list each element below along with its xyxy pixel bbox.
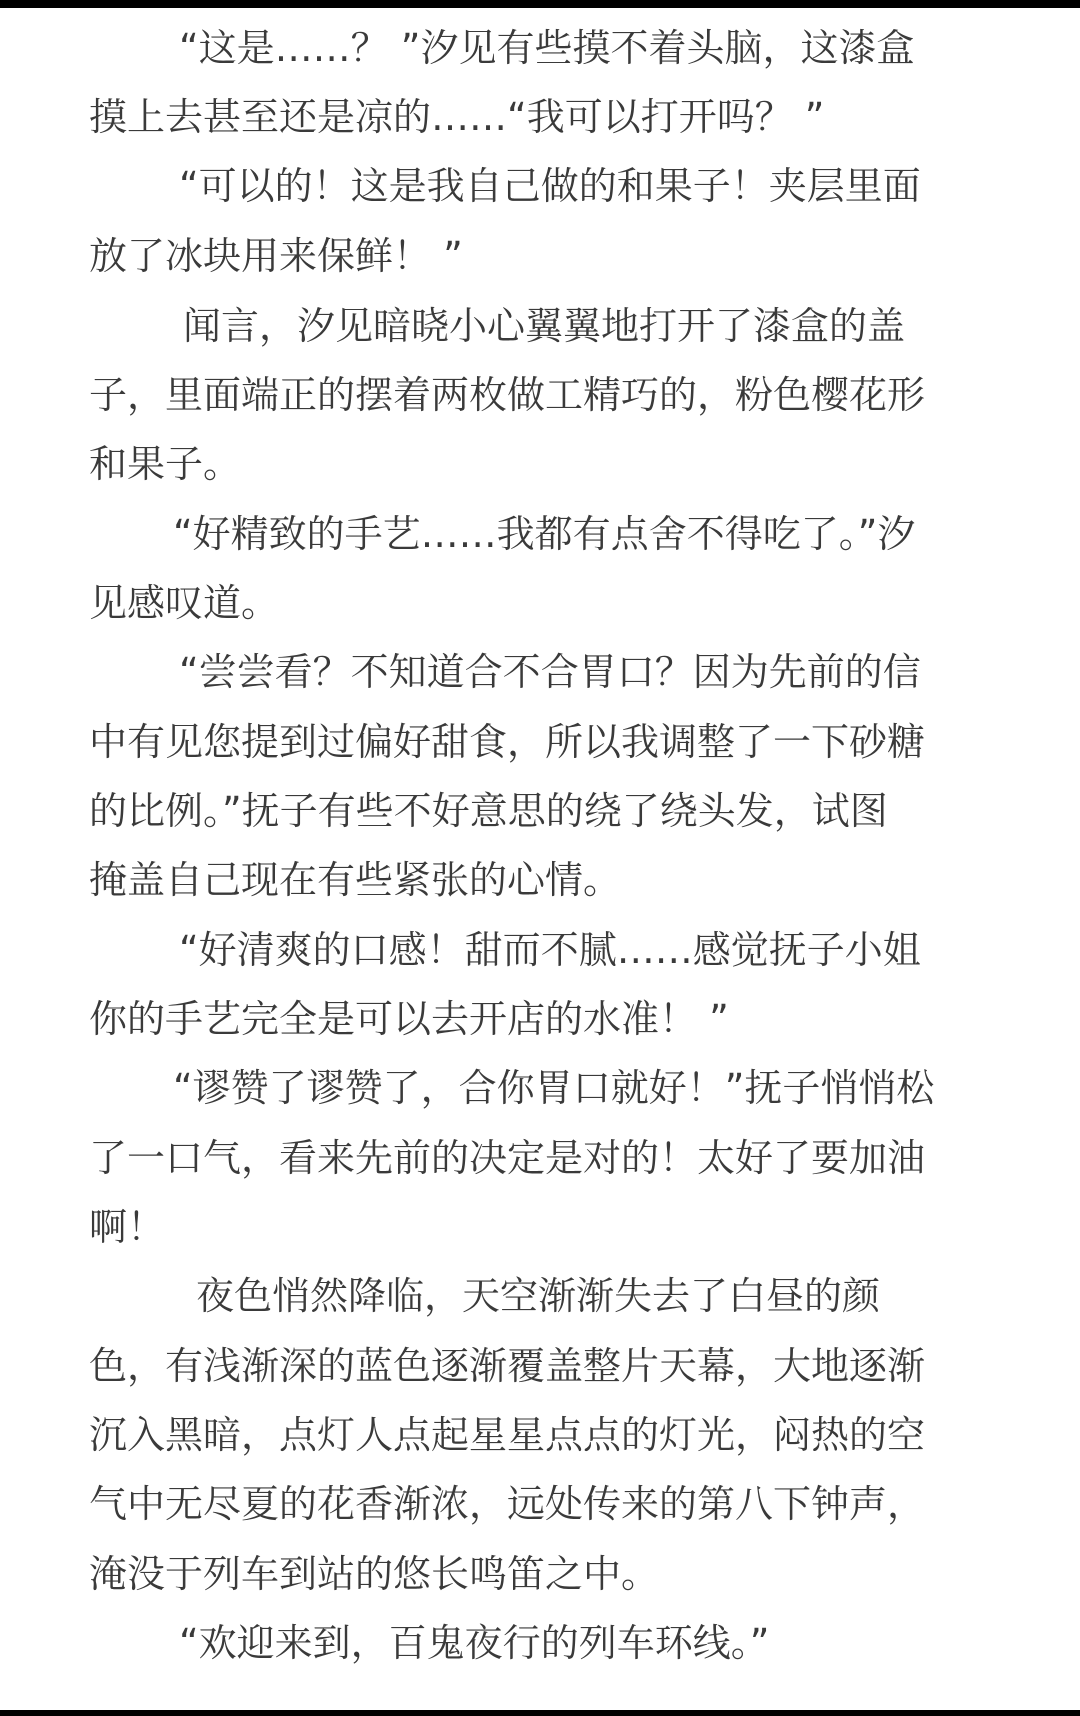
text-line: 了一口气，看来先前的决定是对的！太好了要加油 xyxy=(89,1136,926,1180)
text-line: 中有见您提到过偏好甜食，所以我调整了一下砂糖 xyxy=(89,720,926,764)
text-line: 闻言，汐见暗晓小心翼翼地打开了漆盒的盖 xyxy=(183,304,906,348)
text-line: 色，有浅渐深的蓝色逐渐覆盖整片天幕，大地逐渐 xyxy=(89,1344,926,1388)
text-line: 夜色悄然降临，天空渐渐失去了白昼的颜 xyxy=(196,1274,881,1318)
text-line: 你的手艺完全是可以去开店的水准！ ” xyxy=(89,997,729,1041)
text-line: “好精致的手艺……我都有点舍不得吃了。”汐 xyxy=(173,512,916,556)
text-line: “谬赞了谬赞了，合你胃口就好！”抚子悄悄松 xyxy=(173,1066,935,1110)
bottom-border xyxy=(0,1710,1080,1716)
text-line: 和果子。 xyxy=(89,442,242,486)
text-line: 气中无尽夏的花香渐浓，远处传来的第八下钟声， xyxy=(89,1482,926,1526)
text-line: 放了冰块用来保鲜！ ” xyxy=(89,234,463,278)
text-line: 掩盖自己现在有些紧张的心情。 xyxy=(89,858,622,902)
text-line: 沉入黑暗，点灯人点起星星点点的灯光，闷热的空 xyxy=(89,1413,926,1457)
text-line: “可以的！这是我自己做的和果子！夹层里面 xyxy=(179,164,921,208)
text-line: 摸上去甚至还是凉的……“我可以打开吗？ ” xyxy=(89,95,825,139)
text-line: 的比例。”抚子有些不好意思的绕了绕头发，试图 xyxy=(89,789,888,833)
text-line: 子，里面端正的摆着两枚做工精巧的，粉色樱花形 xyxy=(89,373,926,417)
text-line: 淹没于列车到站的悠长鸣笛之中。 xyxy=(89,1552,660,1596)
top-border xyxy=(0,0,1080,8)
text-line: “欢迎来到，百鬼夜行的列车环线。” xyxy=(179,1621,770,1665)
text-line: “尝尝看？不知道合不合胃口？因为先前的信 xyxy=(179,650,921,694)
text-line: 见感叹道。 xyxy=(89,581,280,625)
text-line: “好清爽的口感！甜而不腻……感觉抚子小姐 xyxy=(179,928,921,972)
text-line: “这是……？ ”汐见有些摸不着头脑，这漆盒 xyxy=(179,26,915,70)
text-line: 啊！ xyxy=(89,1205,166,1249)
